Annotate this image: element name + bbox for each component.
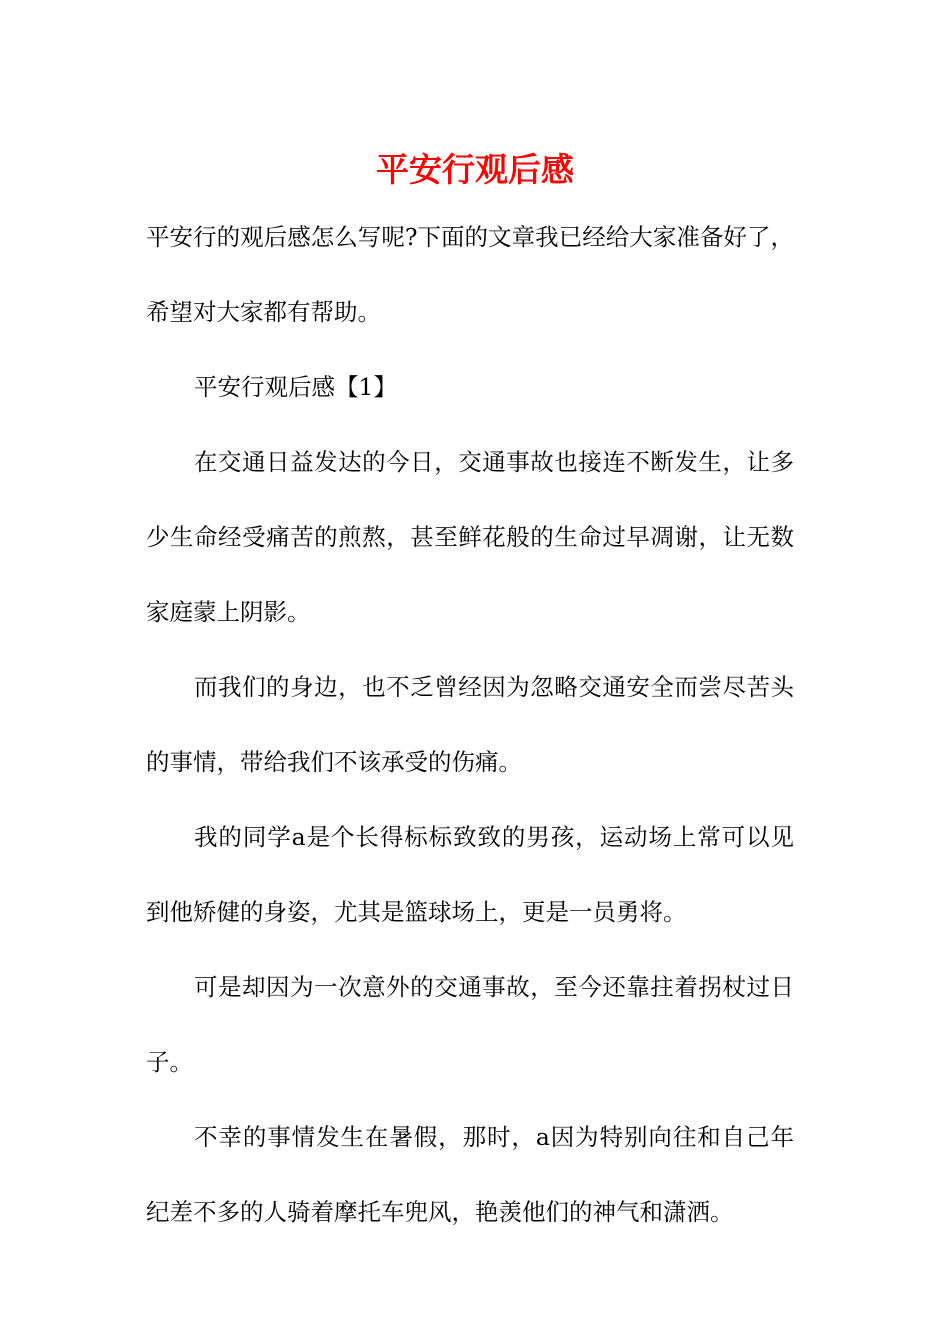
section-heading: 平安行观后感【1】 bbox=[194, 373, 397, 401]
paragraph: 在交通日益发达的今日，交通事故也接连不断发生，让多少生命经受痛苦的煎熬，甚至鲜花般的生命过早凋谢，让无数家庭蒙上阴影。 bbox=[146, 448, 794, 626]
paragraph: 而我们的身边，也不乏曾经因为忽略交通安全而尝尽苦头的事情，带给我们不该承受的伤痛。 bbox=[146, 673, 794, 776]
paragraph: 不幸的事情发生在暑假，那时，a因为特别向往和自己年纪差不多的人骑着摩托车兜风，艳羡他们的神气和潇洒。 bbox=[146, 1123, 794, 1226]
document-title: 平安行观后感 bbox=[376, 150, 574, 189]
paragraph-intro: 平安行的观后感怎么写呢?下面的文章我已经给大家准备好了，希望对大家都有帮助。 bbox=[146, 223, 794, 326]
paragraph: 可是却因为一次意外的交通事故，至今还靠拄着拐杖过日子。 bbox=[146, 973, 794, 1076]
paragraph: 我的同学a是个长得标标致致的男孩，运动场上常可以见到他矫健的身姿，尤其是篮球场上，更是一员勇将。 bbox=[146, 823, 794, 926]
document-body bbox=[146, 200, 794, 1250]
